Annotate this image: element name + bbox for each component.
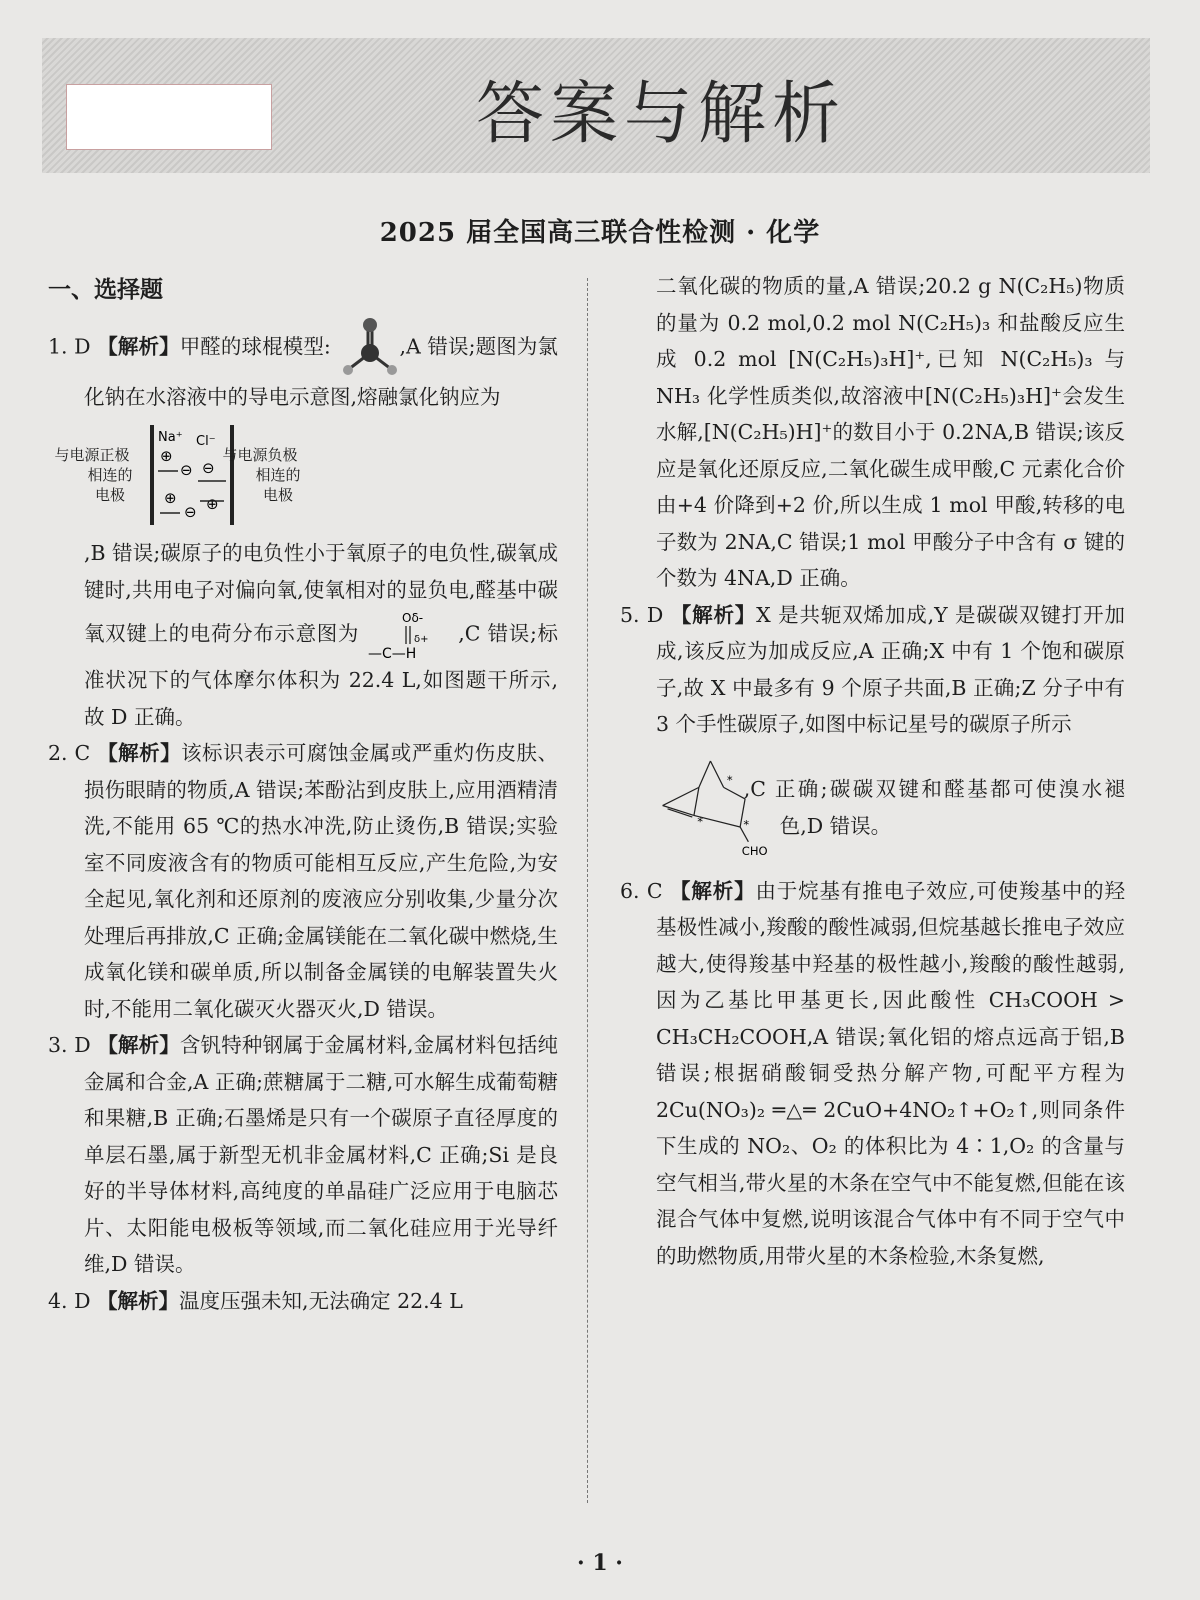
cation-symbol: ⊕ — [160, 447, 173, 465]
analysis-tag: 【解析】 — [670, 602, 757, 627]
answer-number: 6. C — [620, 878, 663, 903]
aldehyde-group-label: CHO — [741, 843, 768, 858]
answer-item-4-continued: 二氧化碳的物质的量,A 错误;20.2 g N(C₂H₅)物质的量为 0.2 mol,0.2 mol N(C₂H₅)₃ 和盐酸反应生成 0.2 mol [N(C₂H₅)₃H]⁺,已知 N(C₂H₅)₃ 与 NH₃ 化学性质类似,故溶液中[N(C₂H₅)₃H]⁺会发生水解,[N(C₂H₅)H]⁺的数目小于 0.2NA,B 错误;该反应是氧化还原反应,二氧化碳生成甲酸,C 元素化合价由+4 价降到+2 价,所以生成 1 mol 甲酸,转移的电子数为 2NA,C 错误;1 mol 甲酸分子中含有 σ 键的个数为 4NA,D 正确。 — [656, 274, 1125, 590]
answer-text: ,C 正确;碳碳双键和醛基都可使溴水褪色,D 错误。 — [743, 777, 1125, 838]
answer-item-4 — [48, 1283, 558, 1320]
answer-text: ,C 错误;标准状况下的气体摩尔体积为 22.4 L,如图题干所示,故 D 正确。 — [84, 621, 559, 729]
answer-item-1 — [48, 317, 558, 736]
answer-number: 5. D — [620, 602, 664, 627]
anion-symbol: ⊖ — [202, 459, 215, 477]
sodium-ion-label: Na⁺ — [158, 430, 183, 445]
electrolysis-figure-row — [54, 421, 558, 529]
answer-number: 1. D — [48, 334, 91, 358]
left-column — [48, 272, 558, 1319]
answer-number: 2. C — [48, 741, 91, 765]
answer-text: 含钒特种钢属于金属材料,金属材料包括纯金属和合金,A 正确;蔗糖属于二糖,可水解生成葡萄糖和果糖,B 正确;石墨烯是只有一个碳原子直径厚度的单层石墨,属于新型无机非金属材料,C 正确;Si 是良好的半导体材料,高纯度的单晶硅广泛应用于电脑芯片、太阳能电极板等领域,而二氧化硅应用于光导纤维,D 错误。 — [84, 1033, 558, 1276]
structure-figure-row — [656, 743, 1125, 873]
chiral-star: * — [743, 817, 750, 832]
chiral-star: * — [726, 772, 733, 787]
answer-item-2 — [48, 735, 558, 1027]
chiral-star: * — [697, 813, 704, 828]
answer-number: 4. D — [48, 1288, 91, 1313]
section-heading: 一、选择题 — [48, 277, 163, 303]
answer-text: ,B 错误;碳原子的电负性小于氧原子的电负性,碳氧成键时,共用电子对偏向氧,使氧相对的显负电,醛基中碳氧双键上的电荷分布示意图为 — [84, 541, 558, 646]
right-column — [620, 268, 1125, 1274]
nacl-conduction-diagram — [144, 421, 244, 529]
chloride-ion-label: Cl⁻ — [196, 434, 216, 449]
document-title: 2025 届全国高三联合性检测 · 化学 — [379, 218, 821, 248]
answer-text: ,A 错误;题图为氯化钠在水溶液中的导电示意图,熔融氯化钠应为 — [84, 334, 558, 409]
answer-text: 该标识表示可腐蚀金属或严重灼伤皮肤、损伤眼睛的物质,A 错误;苯酚沾到皮肤上,应用酒精清洗,不能用 65 ℃的热水冲洗,防止烫伤,B 错误;实验室不同废液含有的物质可能相互反应,产生危险,为安全起见,氧化剂和还原剂的废液应分别收集,少量分次处理后再排放,C 正确;金属镁能在二氧化碳中燃烧,生成氧化镁和碳单质,所以制备金属镁的电解装置失火时,不能用二氧化碳灭火器灭火,D 错误。 — [84, 741, 559, 1021]
page-number: · 1 · — [577, 1550, 623, 1576]
analysis-tag: 【解析】 — [97, 334, 180, 358]
analysis-tag: 【解析】 — [97, 1288, 180, 1313]
carbonyl-charge-diagram — [366, 608, 458, 662]
answer-number: 3. D — [48, 1033, 91, 1057]
anion-symbol: ⊖ — [184, 503, 197, 521]
header-banner — [42, 38, 1150, 173]
analysis-tag: 【解析】 — [97, 741, 182, 765]
analysis-tag: 【解析】 — [97, 1033, 180, 1057]
cation-symbol: ⊕ — [164, 489, 177, 507]
oxygen-delta-label: Oδ- — [402, 611, 424, 625]
bicyclic-aldehyde-structure — [656, 743, 780, 873]
analysis-tag: 【解析】 — [670, 878, 756, 903]
banner-title: 答案与解析 — [475, 75, 846, 154]
formaldehyde-ball-stick-model — [337, 317, 399, 379]
answer-text: 温度压强未知,无法确定 22.4 L — [179, 1288, 463, 1313]
anode-label: 与电源正极相连的电极 — [54, 446, 133, 504]
answer-text: 由于烷基有推电子效应,可使羧基中的羟基极性减小,羧酸的酸性减弱,但烷基越长推电子效应越大,使得羧基中羟基的极性越小,羧酸的酸性越弱,因为乙基比甲基更长,因此酸性 CH₃COOH > CH₃CH₂COOH,A 错误;氧化铝的熔点远高于铝,B 错误;根据硝酸铜受热分解产物,可配平方程为 2Cu(NO₃)₂ ═△═ 2CuO+4NO₂↑+O₂↑,则同条件下生成的 NO₂、O₂ 的体积比为 4∶1,O₂ 的含量与空气相当,带火星的木条在空气中不能复燃,但能在该混合气体中复燃,说明该混合气体中有不同于空气中的助燃物质,用带火星的木条检验,木条复燃, — [656, 878, 1126, 1268]
carbon-delta-label: δ+ — [414, 634, 429, 645]
anion-symbol: ⊖ — [180, 461, 193, 479]
cation-symbol: ⊕ — [206, 495, 219, 513]
answer-item-6 — [620, 873, 1125, 1275]
answer-item-3 — [48, 1027, 558, 1283]
cathode-label: 与电源负极相连的电极 — [222, 446, 301, 504]
answer-text: 甲醛的球棍模型: — [179, 334, 331, 358]
answer-item-5 — [620, 597, 1125, 873]
answer-text: X 是共轭双烯加成,Y 是碳碳双键打开加成,该反应为加成反应,A 正确;X 中有 1 个饱和碳原子,故 X 中最多有 9 个原子共面,B 正确;Z 分子中有 3 个手性碳原子,如图中标记星号的碳原子所示 — [656, 602, 1125, 736]
column-divider — [587, 278, 588, 1503]
aldehyde-fragment: —C—H — [368, 646, 417, 662]
